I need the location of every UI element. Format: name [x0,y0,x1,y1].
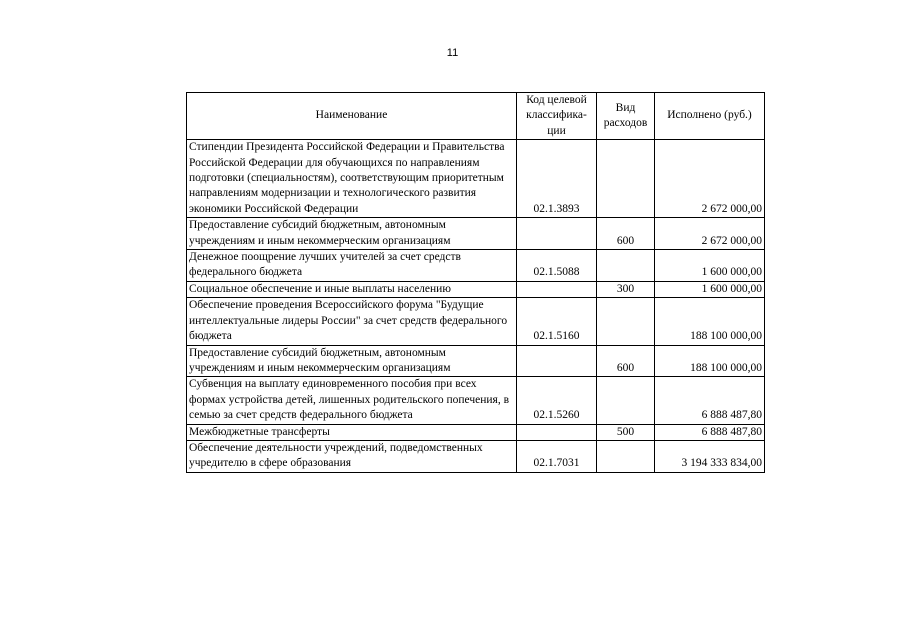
row-code: 02.1.7031 [517,440,597,472]
header-code: Код целевой классифика-ции [517,93,597,140]
header-sum: Исполнено (руб.) [655,93,765,140]
table-row [187,345,765,377]
row-code [517,345,597,377]
row-name: Социальное обеспечение и иные выплаты населению [187,281,517,297]
row-name: Стипендии Президента Российской Федерации и Правительства Российской Федерации для обучающихся по направлениям подготовки (специальностям), соответствующим приоритетным направлениям модернизации и технологического развития экономики Российской Федерации [187,140,517,218]
row-name: Субвенция на выплату единовременного пособия при всех формах устройства детей, лишенных родительского попечения, в семью за счет средств федерального бюджета [187,377,517,424]
row-sum: 1 600 000,00 [655,250,765,282]
row-code [517,218,597,250]
budget-table [186,92,765,473]
row-sum: 1 600 000,00 [655,281,765,297]
row-kind: 600 [597,218,655,250]
table-row [187,281,765,297]
row-kind: 300 [597,281,655,297]
row-code: 02.1.5160 [517,298,597,345]
row-sum: 188 100 000,00 [655,345,765,377]
row-kind [597,377,655,424]
header-kind: Вид расходов [597,93,655,140]
table-row [187,377,765,424]
page-number: 11 [446,47,459,59]
row-sum: 6 888 487,80 [655,377,765,424]
row-code: 02.1.5260 [517,377,597,424]
header-name: Наименование [187,93,517,140]
row-code [517,424,597,440]
row-name: Межбюджетные трансферты [187,424,517,440]
table-row [187,298,765,345]
row-kind: 600 [597,345,655,377]
row-code: 02.1.3893 [517,140,597,218]
row-name: Предоставление субсидий бюджетным, автономным учреждениям и иным некоммерческим организациям [187,218,517,250]
row-kind [597,250,655,282]
table-row [187,218,765,250]
table-row [187,424,765,440]
table-row [187,250,765,282]
table-header-row [187,93,765,140]
row-sum: 2 672 000,00 [655,140,765,218]
row-sum: 188 100 000,00 [655,298,765,345]
table-row [187,440,765,472]
row-code [517,281,597,297]
row-name: Обеспечение деятельности учреждений, подведомственных учредителю в сфере образования [187,440,517,472]
row-sum: 6 888 487,80 [655,424,765,440]
row-kind: 500 [597,424,655,440]
row-name: Обеспечение проведения Всероссийского форума "Будущие интеллектуальные лидеры России" за счет средств федерального бюджета [187,298,517,345]
row-sum: 2 672 000,00 [655,218,765,250]
row-kind [597,140,655,218]
row-sum: 3 194 333 834,00 [655,440,765,472]
row-kind [597,298,655,345]
row-name: Денежное поощрение лучших учителей за счет средств федерального бюджета [187,250,517,282]
row-kind [597,440,655,472]
row-name: Предоставление субсидий бюджетным, автономным учреждениям и иным некоммерческим организациям [187,345,517,377]
row-code: 02.1.5088 [517,250,597,282]
table-row [187,140,765,218]
